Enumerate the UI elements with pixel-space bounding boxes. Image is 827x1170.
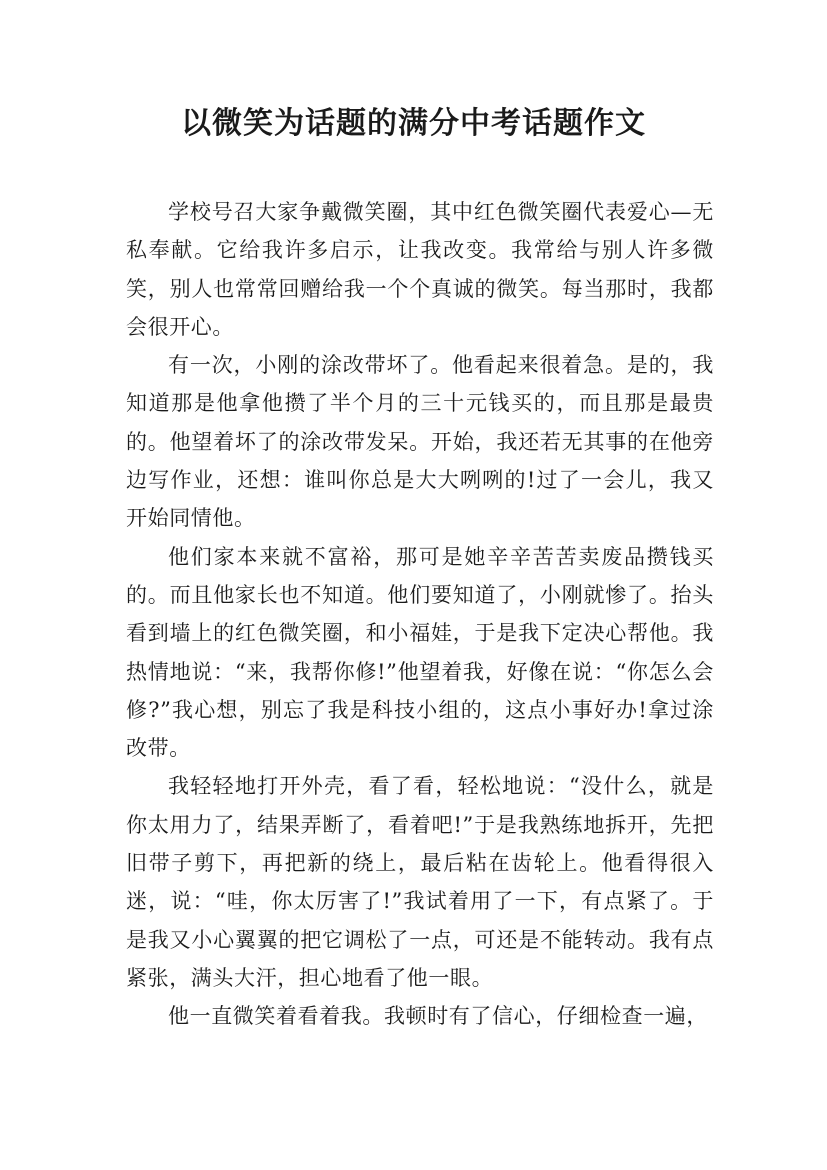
paragraph-4: 我轻轻地打开外壳，看了看，轻松地说：“没什么，就是你太用力了，结果弄断了，看着吧!”于是我熟练地拆开，先把旧带子剪下，再把新的绕上，最后粘在齿轮上。他看得很入迷，说：“哇，你太厉害了!”我试着用了一下，有点紧了。于是我又小心翼翼的把它调松了一点，可还是不能转动。我有点紧张，满头大汗，担心地看了他一眼。 [126, 774, 714, 990]
paragraph-2: 有一次，小刚的涂改带坏了。他看起来很着急。是的，我知道那是他拿他攒了半个月的三十元钱买的，而且那是最贵的。他望着坏了的涂改带发呆。开始，我还若无其事的在他旁边写作业，还想：谁叫你总是大大咧咧的!过了一会儿，我又开始同情他。 [126, 353, 714, 531]
paragraph-3: 他们家本来就不富裕，那可是她辛辛苦苦卖废品攒钱买的。而且他家长也不知道。他们要知道了，小刚就惨了。抬头看到墙上的红色微笑圈，和小福娃，于是我下定决心帮他。我热情地说：“来，我帮你修!”他望着我，好像在说：“你怎么会修?”我心想，别忘了我是科技小组的，这点小事好办!拿过涂改带。 [126, 544, 714, 761]
essay-body [126, 193, 714, 1036]
document-title: 以微笑为话题的满分中考话题作文 [181, 106, 646, 141]
paragraph-1: 学校号召大家争戴微笑圈，其中红色微笑圈代表爱心—无私奉献。它给我许多启示，让我改变。我常给与别人许多微笑，别人也常常回赠给我一个个真诚的微笑。每当那时，我都会很开心。 [126, 200, 714, 339]
paragraph-5: 他一直微笑着看着我。我顿时有了信心，仔细检查一遍， [168, 1004, 708, 1029]
